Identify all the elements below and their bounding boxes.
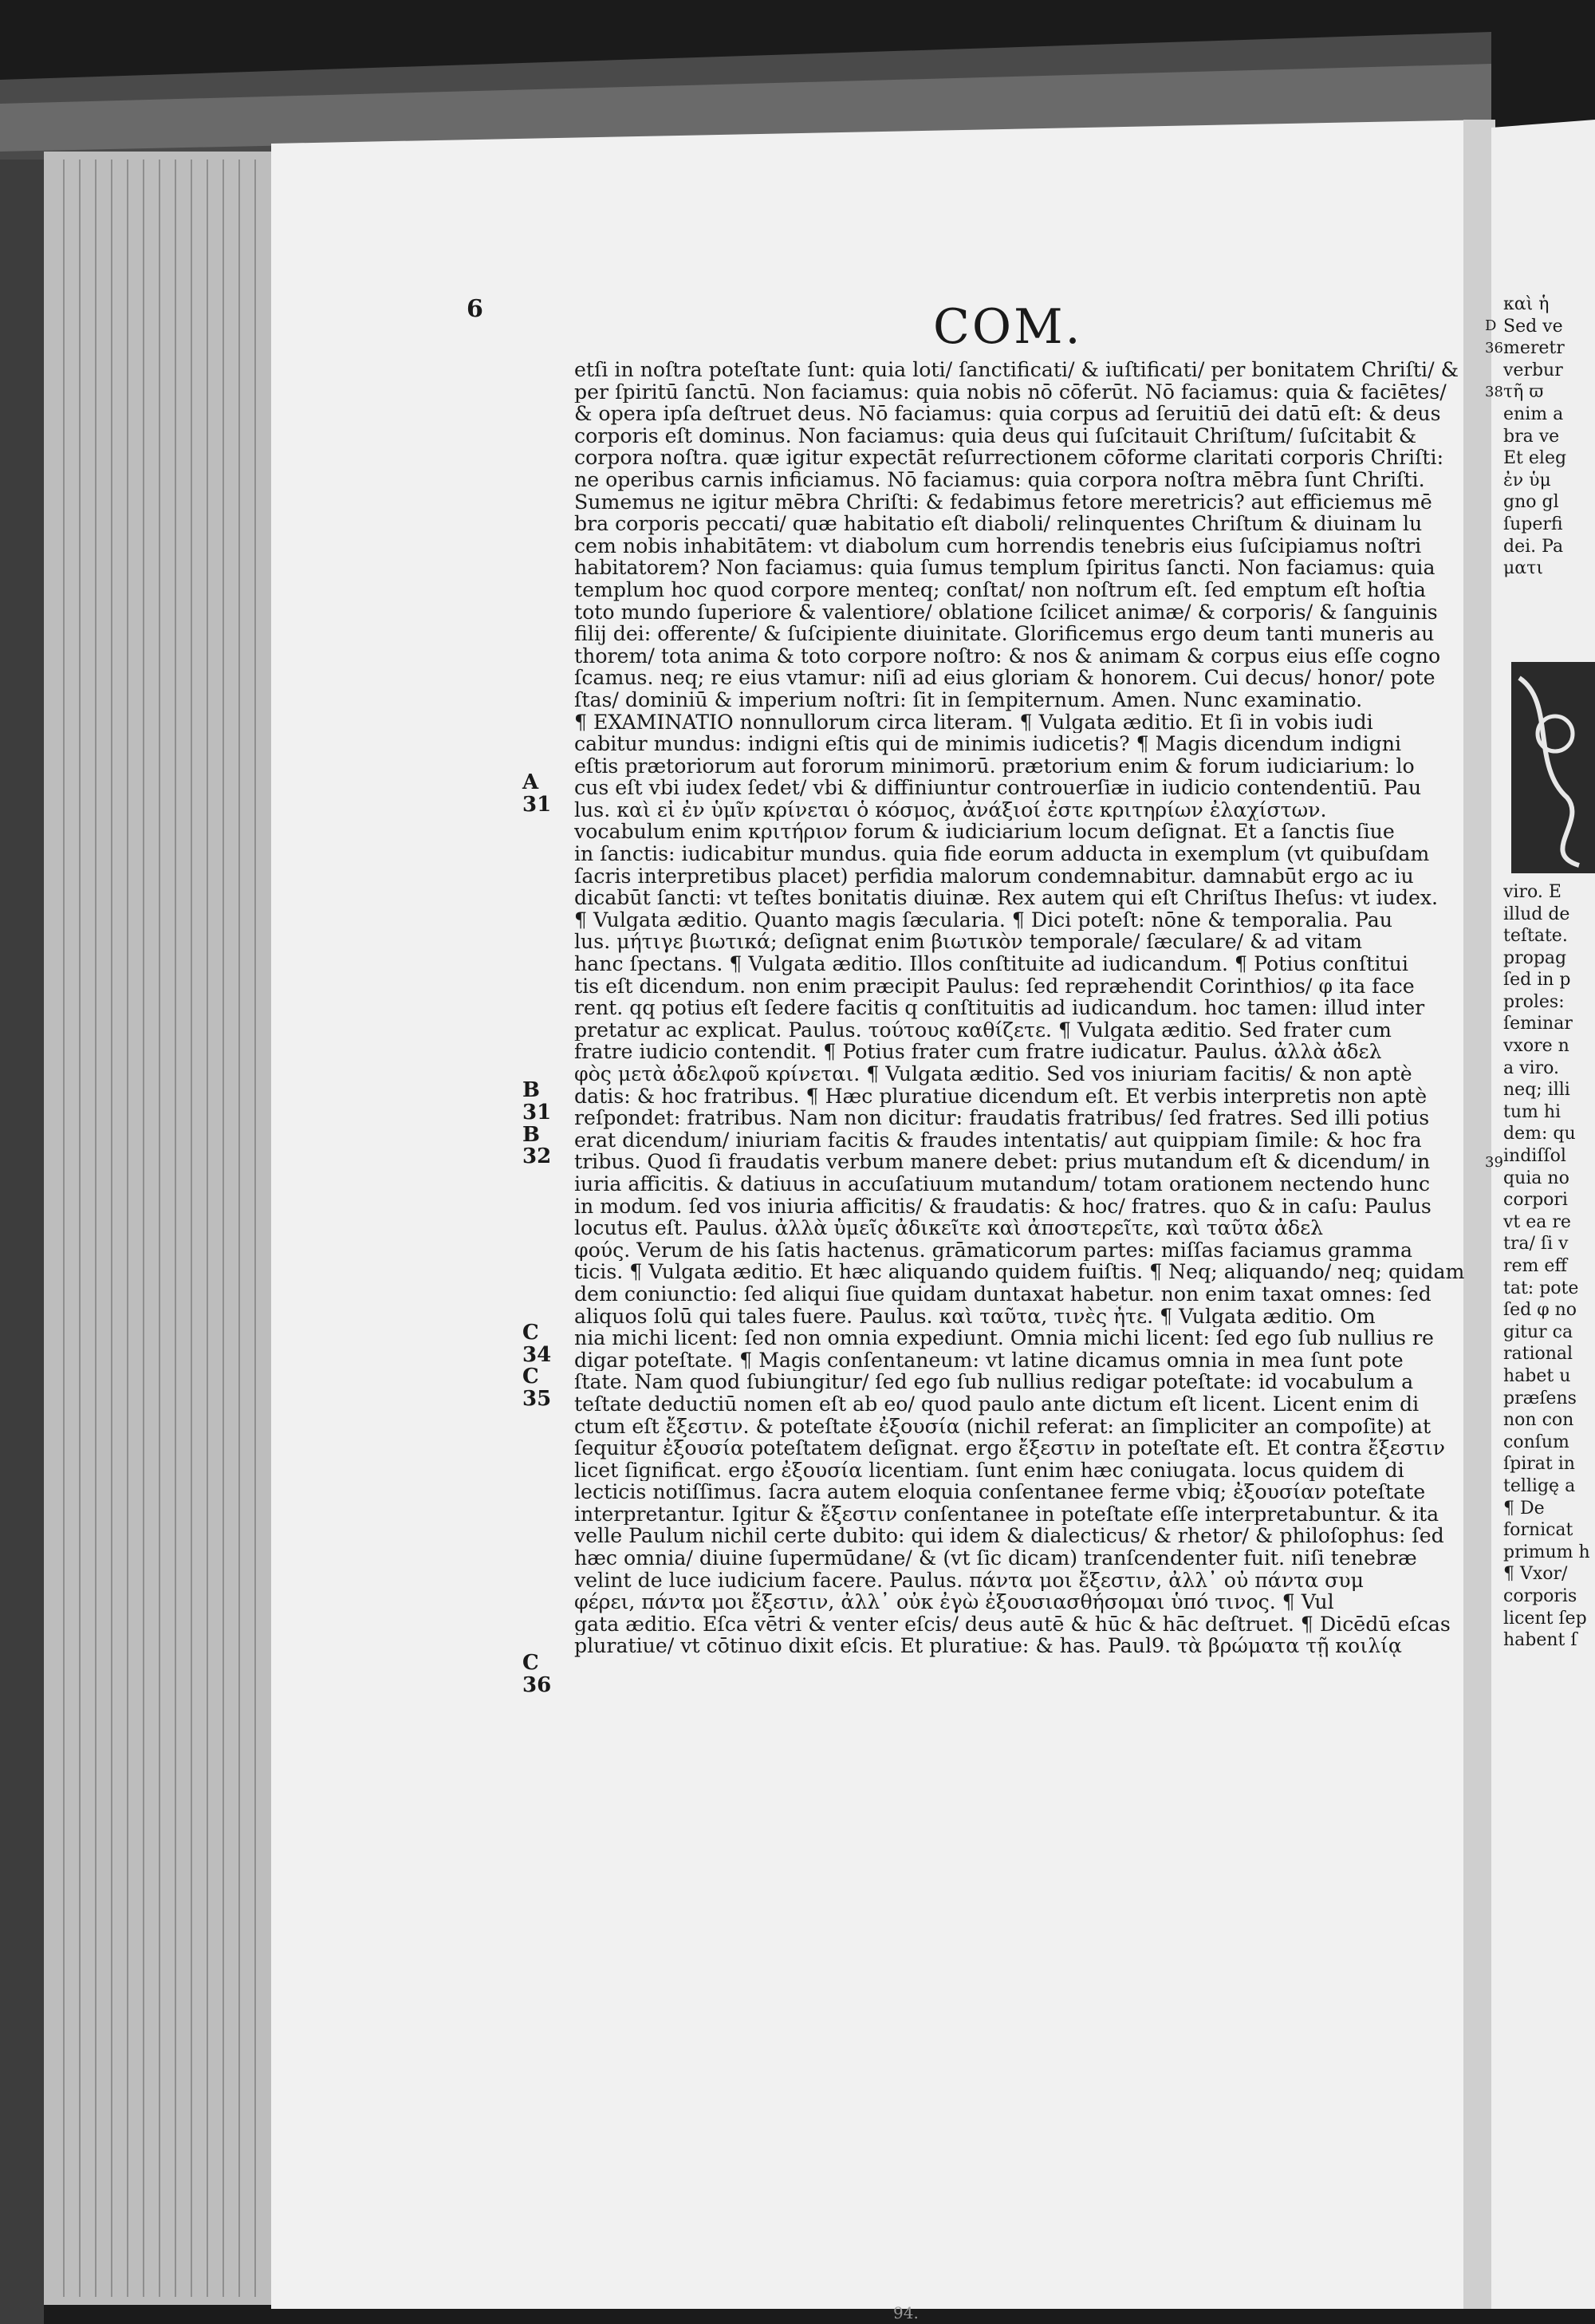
- body-line: templum hoc quod corpore menteq; conſtat/ non noſtrum eſt. ſed emptum eſt hoſtia: [574, 578, 1426, 601]
- right-page-line: illud de: [1503, 904, 1570, 924]
- right-page-line: teſtate.: [1503, 926, 1568, 947]
- body-line: ne operibus carnis inficiamus. Nō faciamus: quia corpora noſtra mēbra ſunt Chriſti.: [574, 468, 1425, 491]
- body-line: habitatorem? Non faciamus: quia ſumus templum ſpiritus ſancti. Non faciamus: quia: [574, 557, 1436, 579]
- body-line: teſtate deductiū nomen eſt ab eo/ quod paulo ante dictum eſt licent. Licent enim di: [574, 1392, 1420, 1416]
- right-page-line: corporis: [1503, 1585, 1577, 1606]
- right-page-line: τῆ ϖ: [1503, 382, 1544, 403]
- body-line: thorem/ tota anima & toto corpore noſtro: & nos & animam & corpus eius eſſe cogno: [574, 644, 1441, 668]
- margin-note: 31: [522, 792, 552, 817]
- body-line: velle Paulum nichil certe dubito: qui idem & dialecticus/ & rhetor/ & philoſophus: ſed: [574, 1525, 1444, 1548]
- right-page-line: Et eleg: [1503, 448, 1567, 469]
- right-page-line: tat: pote: [1503, 1278, 1579, 1298]
- body-line: ſequitur ἐξουσία poteſtatem deſignat. ergo ἔξεστιν in poteſtate eſt. Et contra ἔξεστιν: [574, 1437, 1445, 1459]
- body-line: corporis eſt dominus. Non faciamus: quia deus qui ſuſcitauit Chriſtum/ ſuſcitabit &: [574, 424, 1417, 447]
- running-head: COM.: [933, 299, 1083, 355]
- right-page-line: habet u: [1503, 1365, 1571, 1386]
- body-line: Sumemus ne igitur mēbra Chriſti: & fedabimus fetore meretricis? aut efficiemus mē: [574, 490, 1432, 514]
- right-margin-mark: 38: [1485, 383, 1503, 400]
- body-line: vocabulum enim κριτήριον forum & iudiciarium locum deſignat. Et a ſanctis ſiue: [574, 821, 1395, 844]
- body-line: hanc ſpectans. ¶ Vulgata æditio. Illos conſtituite ad iudicandum. ¶ Potius conſtitui: [574, 953, 1408, 975]
- body-line: cem nobis inhabitātem: vt diabolum cum horrendis tenebris eius ſuſcipiamus noſtri: [574, 534, 1422, 557]
- body-line: iuria afficitis. & datiuus in accuſatiuum mutandum/ totam orationem nectendo hunc: [574, 1172, 1430, 1195]
- body-line: per ſpiritū ſanctū. Non faciamus: quia nobis nō cōferūt. Nō faciamus: quia & faciētes/: [574, 380, 1447, 404]
- right-margin-mark: D: [1485, 317, 1497, 334]
- body-line: nia michi licent: ſed non omnia expediunt. Omnia michi licent: ſed ego ſub nullius re: [574, 1327, 1434, 1349]
- body-line: rent. qq potius eſt ſedere facitis q conſtituitis ad iudicandum. hoc tamen: illud inter: [574, 997, 1425, 1019]
- body-line: ¶ EXAMINATIO nonnullorum circa literam. ¶ Vulgata æditio. Et ſi in vobis iudi: [574, 711, 1373, 734]
- right-page-line: tra/ ſi v: [1503, 1234, 1569, 1255]
- body-line: in ſanctis: iudicabitur mundus. quia fide eorum adducta in exemplum (vt quibuſdam: [574, 843, 1430, 865]
- right-page-line: dem: qu: [1503, 1124, 1576, 1144]
- body-line: φὸς μετὰ ἀδελφοῦ κρίνεται. ¶ Vulgata æditio. Sed vos iniuriam facitis/ & non aptè: [574, 1063, 1412, 1085]
- right-page-line: præſens: [1503, 1388, 1577, 1408]
- body-line: ſcamus. neq; re eius vtamur: niſi ad eius gloriam & honorem. Cui decus/ honor/ pote: [574, 667, 1436, 689]
- body-line: corpora noſtra. quæ igitur expectāt reſurrectionem cōforme claritati corporis Chriſti:: [574, 447, 1444, 469]
- right-page-line: ¶ De: [1503, 1498, 1545, 1518]
- page-signature: 6: [467, 295, 483, 323]
- body-line: locutus eſt. Paulus. ἀλλὰ ὑμεῖς ἀδικεῖτε καὶ ἀποστερεῖτε, καὶ ταῦτα ἀδελ: [574, 1217, 1324, 1239]
- body-line: ticis. ¶ Vulgata æditio. Et hæc aliquando quidem fuiſtis. ¶ Neq; aliquando/ neq; quidam: [574, 1261, 1465, 1283]
- body-line: lus. μήτιγε βιωτικά; deſignat enim βιωτικὸν temporale/ ſæculare/ & ad vitam: [574, 931, 1363, 954]
- gutter-shadow: [1463, 120, 1495, 2309]
- right-page-line: gitur ca: [1503, 1322, 1573, 1342]
- margin-note: B: [522, 1122, 540, 1147]
- body-line: etſi in noſtra poteſtate ſunt: quia loti/ ſanctificati/ & iuſtificati/ per bonitatem Chriſti/ &: [574, 359, 1459, 381]
- body-line: cabitur mundus: indigni eſtis qui de minimis iudicetis? ¶ Magis dicendum indigni: [574, 733, 1402, 755]
- body-line: datis: & hoc fratribus. ¶ Hæc pluratiue dicendum eſt. Et verbis interpretis non aptè: [574, 1085, 1428, 1108]
- right-margin-mark: 39: [1485, 1153, 1503, 1171]
- body-line: bra corporis peccati/ quæ habitatio eſt diaboli/ relinquentes Chriſtum & diuinam lu: [574, 513, 1423, 535]
- body-line: interpretantur. Igitur & ἔξεστιν conſentanee in poteſtate eſſe interpretabuntur. & ita: [574, 1503, 1439, 1526]
- body-line: aliquos ſolū qui tales fuere. Paulus. καὶ ταῦτα, τινὲς ἦτε. ¶ Vulgata æditio. Om: [574, 1305, 1376, 1328]
- body-line: fratre iudicio contendit. ¶ Potius frater cum fratre iudicatur. Paulus. ἀλλὰ ἀδελ: [574, 1041, 1382, 1063]
- right-page-line: ſpirat in: [1503, 1454, 1575, 1475]
- right-page-line: vxore n: [1503, 1036, 1569, 1057]
- right-page-line: rational: [1503, 1344, 1573, 1365]
- body-line: pretatur ac explicat. Paulus. τούτους καθίζετε. ¶ Vulgata æditio. Sed frater cum: [574, 1018, 1392, 1042]
- body-line: gata æditio. Eſca vētri & venter eſcis/ deus autē & hūc & hāc deſtruet. ¶ Dicēdū eſcas: [574, 1613, 1451, 1636]
- body-line: & opera ipſa deſtruet deus. Nō faciamus: quia corpus ad ſeruitiū dei datū eſt: & deus: [574, 403, 1441, 425]
- body-line: in modum. ſed vos iniuria afficitis/ & fraudatis: & hoc/ fratres. quo & in caſu: Paulus: [574, 1195, 1432, 1218]
- body-text: [574, 359, 1467, 1657]
- body-line: licet ſignificat. ergo ἐξουσία licentiam. ſunt enim hæc coniugata. locus quidem di: [574, 1459, 1404, 1482]
- right-page-line: Sed ve: [1503, 316, 1563, 337]
- body-line: erat dicendum/ iniuriam facitis & fraudes intentatis/ aut quippiam ſimile: & hoc fra: [574, 1129, 1422, 1152]
- body-line: reſpondet: fratribus. Nam non dicitur: fraudatis fratribus/ ſed fratres. Sed illi potius: [574, 1107, 1430, 1129]
- right-page-line: proles:: [1503, 991, 1565, 1012]
- margin-note: B: [522, 1078, 540, 1103]
- body-line: ſacris interpretibus placet) perfidia malorum condemnabitur. damnabūt ergo ac iu: [574, 865, 1414, 888]
- right-page-line: indiſſol: [1503, 1146, 1566, 1167]
- margin-note: 34: [522, 1342, 552, 1367]
- right-page-line: bra ve: [1503, 426, 1560, 447]
- right-page-line: corpori: [1503, 1190, 1568, 1211]
- right-page-line: fornicat: [1503, 1520, 1573, 1541]
- right-page-line: vt ea re: [1503, 1211, 1571, 1232]
- right-page-line: telligę a: [1503, 1475, 1576, 1496]
- margin-note: 31: [522, 1101, 552, 1125]
- right-page-line: verbur: [1503, 360, 1563, 380]
- right-page-line: propag: [1503, 947, 1567, 968]
- body-line: ¶ Vulgata æditio. Quanto magis ſæcularia. ¶ Dici poteſt: nōne & temporalia. Pau: [574, 908, 1392, 932]
- right-page-line: gno gl: [1503, 492, 1559, 513]
- right-page-line: καὶ ἡ: [1503, 294, 1550, 314]
- right-page-line: primum h: [1503, 1542, 1590, 1562]
- right-page-line: quia no: [1503, 1168, 1569, 1188]
- right-page-line: meretr: [1503, 338, 1565, 359]
- body-line: φούς. Verum de his ſatis hactenus. grāmaticorum partes: miſſas faciamus gramma: [574, 1239, 1412, 1262]
- body-line: lecticis notiſſimus. ſacra autem eloquia conſentanee ferme vbiq; ἐξουσίαν poteſtate: [574, 1481, 1426, 1503]
- right-page-line: rem eff: [1503, 1256, 1568, 1276]
- right-page-line: enim a: [1503, 404, 1564, 424]
- body-line: ſtas/ dominiū & imperium noſtri: ſit in ſempiternum. Amen. Nunc examinatio.: [574, 688, 1363, 711]
- body-line: toto mundo ſuperiore & valentiore/ oblatione ſcilicet animæ/ & corporis/ & ſanguinis: [574, 601, 1438, 624]
- right-page-line: habent ſ: [1503, 1630, 1577, 1651]
- body-line: φέρει, πάντα μοι ἔξεστιν, ἀλλ᾽ οὐκ ἐγὼ ἐξουσιασθήσομαι ὑπό τινος. ¶ Vul: [574, 1591, 1334, 1613]
- right-page-line: ſuperfi: [1503, 514, 1563, 534]
- right-page-line: viro. E: [1503, 881, 1562, 902]
- margin-note: 36: [522, 1672, 552, 1697]
- right-page-line: ſed φ no: [1503, 1300, 1577, 1321]
- footer-mark: 94.: [893, 2303, 919, 2322]
- body-line: ctum eſt ἔξεστιν. & poteſtate ἐξουσία (nichil referat: an ſimpliciter an compoſite) at: [574, 1415, 1432, 1438]
- right-page-line: ματι: [1503, 558, 1543, 579]
- right-page-line: ſeminar: [1503, 1014, 1573, 1034]
- body-line: tribus. Quod ſi fraudatis verbum manere debet: prius mutandum eſt & dicendum/ in: [574, 1151, 1431, 1173]
- right-page-line: licent ſep: [1503, 1608, 1587, 1629]
- body-line: hæc omnia/ diuine ſupermūdane/ & (vt ſic dicam) tranſcendenter fuit. niſi tenebræ: [574, 1547, 1417, 1570]
- right-margin-mark: 36: [1485, 339, 1503, 356]
- body-line: eſtis prætoriorum aut fororum minimorū. prætorium enim & forum iudiciarium: lo: [574, 754, 1415, 778]
- body-line: cus eſt vbi iudex ſedet/ vbi & diffiniuntur controuerſiæ in iudicio contendentiū. Pau: [574, 777, 1422, 799]
- right-page-line: conſum: [1503, 1432, 1569, 1452]
- right-page-line: ἐν ὑμ: [1503, 470, 1551, 490]
- body-line: ſtate. Nam quod ſubiungitur/ ſed ego ſub nullius redigar poteſtate: id vocabulum a: [574, 1371, 1414, 1393]
- body-line: dem coniunctio: ſed aliqui ſiue quidam duntaxat habetur. non enim taxat omnes: ſed: [574, 1282, 1432, 1306]
- right-page-line: neq; illi: [1503, 1080, 1570, 1101]
- body-line: pluratiue/ vt cōtinuo dixit eſcis. Et pluratiue: & has. Paul9. τὰ βρώματα τῇ κοιλίᾳ: [574, 1635, 1402, 1658]
- body-line: velint de luce iudicium facere. Paulus. πάντα μοι ἔξεστιν, ἀλλ᾽ οὐ πάντα συμ: [574, 1569, 1364, 1592]
- body-line: filij dei: offerente/ & ſuſcipiente diuinitate. Glorificemus ergo deum tanti muneris au: [574, 623, 1435, 645]
- margin-note: C: [522, 1321, 539, 1345]
- body-line: digar poteſtate. ¶ Magis conſentaneum: vt latine dicamus omnia in mea ſunt pote: [574, 1349, 1404, 1372]
- book-cover-left: [0, 160, 44, 2324]
- margin-note: 35: [522, 1386, 552, 1411]
- right-page-line: non con: [1503, 1410, 1574, 1431]
- right-page-line: ſed in p: [1503, 970, 1571, 991]
- right-page-line: a viro.: [1503, 1058, 1559, 1078]
- margin-note: C: [522, 1365, 539, 1389]
- right-page-initial-gap: [1503, 580, 1595, 881]
- right-page-line: ¶ Vxor/: [1503, 1564, 1568, 1585]
- margin-note: A: [522, 770, 539, 794]
- margin-note: 32: [522, 1144, 552, 1169]
- body-line: dicabūt ſancti: vt teſtes bonitatis diuinæ. Rex autem qui eſt Chriſtus Iheſus: vt iudex.: [574, 887, 1439, 909]
- right-page-text: [1503, 293, 1595, 1652]
- margin-note: C: [522, 1651, 539, 1675]
- body-line: lus. καὶ εἰ ἐν ὑμῖν κρίνεται ὁ κόσμος, ἀνάξιοί ἐστε κριτηρίων ἐλαχίστων.: [574, 798, 1327, 821]
- right-page-line: tum hi: [1503, 1101, 1562, 1122]
- body-line: tis eſt dicendum. non enim præcipit Paulus: ſed repræhendit Corinthios/ φ ita face: [574, 975, 1415, 998]
- right-page-line: dei. Pa: [1503, 536, 1564, 557]
